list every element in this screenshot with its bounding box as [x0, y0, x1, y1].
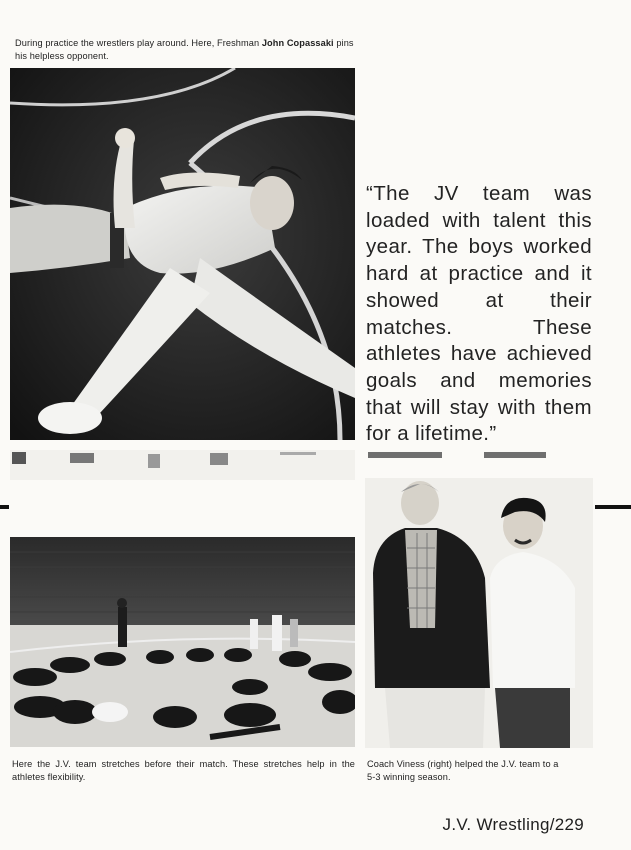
divider-bar-left [368, 452, 442, 458]
coaches-photo-caption: Coach Viness (right) helped the J.V. team to a 5-3 winning season. [367, 759, 559, 782]
wrestling-practice-photo [10, 68, 355, 440]
caption-student-name: John Copassaki [261, 38, 334, 48]
coaches-photo [365, 478, 593, 748]
stretching-photo-caption: Here the J.V. team stretches before their match. These stretches help in the athletes flexibility. [12, 759, 355, 782]
team-stretching-photo [10, 537, 355, 747]
caption-text-before: During practice the wrestlers play around. Here, Freshman [15, 38, 262, 48]
caption-text-after: pins his helpless opponent. [15, 38, 354, 61]
pull-quote: “The JV team was loaded with talent this year. The boys worked hard at practice and it showed at their matches. These athletes have achieved goals and memories that will stay with them for a lifetime.” [366, 182, 592, 446]
registration-mark-right [595, 505, 631, 509]
photo-strip [10, 450, 355, 480]
registration-mark-left [0, 505, 9, 509]
top-photo-caption [15, 37, 360, 63]
page-folio: J.V. Wrestling/229 [442, 815, 584, 834]
divider-bar-right [484, 452, 546, 458]
